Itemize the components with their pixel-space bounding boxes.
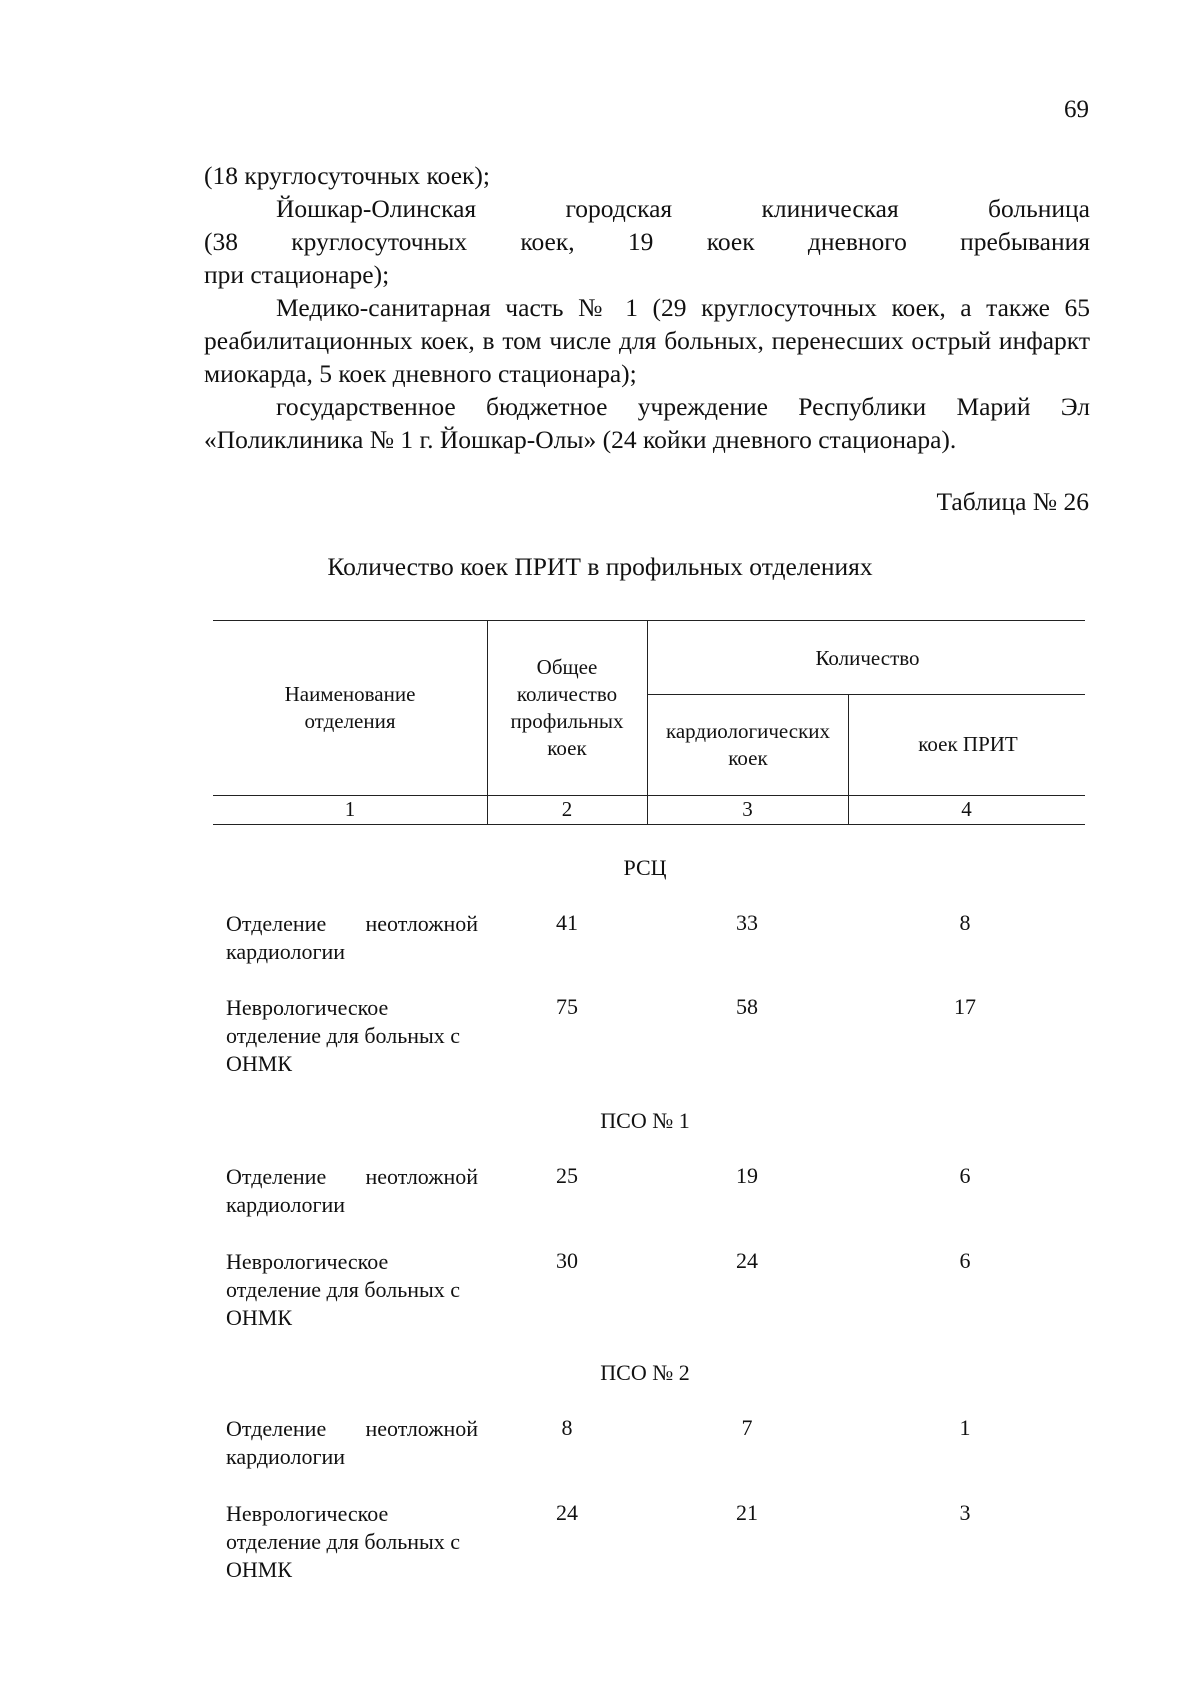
table-top-rule	[213, 620, 1085, 621]
cell-cardio: 19	[736, 1163, 758, 1188]
header-cardio: кардиологических коек	[665, 719, 831, 770]
cell-cardio: 24	[736, 1248, 758, 1273]
section-title: ПСО № 2	[600, 1360, 690, 1385]
cell-prit: 17	[954, 994, 976, 1019]
cell-prit: 3	[959, 1500, 971, 1525]
cell-total: 41	[556, 910, 578, 935]
page-number: 69	[1064, 96, 1089, 123]
column-number-2: 2	[561, 797, 573, 821]
row-name-text: Отделение неотложной кардиологии	[226, 1416, 478, 1469]
cell-prit: 6	[959, 1248, 971, 1273]
header-quantity: Количество	[815, 646, 920, 670]
row-name	[226, 1500, 478, 1584]
row-name	[226, 1415, 478, 1471]
row-name-text: Неврологическое отделение для больных с ОНМК	[226, 1249, 461, 1330]
cell-cardio: 21	[736, 1500, 758, 1525]
column-number-3: 3	[742, 797, 753, 821]
col-divider-2	[647, 620, 648, 824]
paragraph-3: Медико-санитарная часть № 1 (29 круглосуточных коек, а также 65 реабилитационных коек, в том числе для больных, перенесших острый инфаркт миокарда, 5 коек дневного стационара);	[204, 293, 1090, 388]
cell-total: 30	[556, 1248, 578, 1273]
cell-total: 24	[556, 1500, 578, 1525]
row-name-text: Неврологическое отделение для больных с ОНМК	[226, 1501, 461, 1582]
column-numbers-rule	[213, 824, 1085, 825]
row-name	[226, 1248, 478, 1332]
column-number-1: 1	[344, 797, 356, 821]
cell-cardio: 33	[736, 910, 758, 935]
header-total: Общее количество профильных коек	[510, 655, 624, 760]
header-split-rule	[648, 694, 1085, 695]
cell-total: 8	[561, 1415, 573, 1440]
cell-cardio: 7	[741, 1415, 753, 1440]
section-title: ПСО № 1	[600, 1108, 690, 1133]
cell-prit: 1	[959, 1415, 971, 1440]
row-name	[226, 910, 478, 966]
section-title: РСЦ	[623, 855, 667, 880]
row-name	[226, 1163, 478, 1219]
paragraph-1: (18 круглосуточных коек);	[204, 161, 490, 190]
cell-total: 75	[556, 994, 578, 1019]
cell-prit: 6	[959, 1163, 971, 1188]
row-name-text: Отделение неотложной кардиологии	[226, 911, 478, 964]
header-name: Наименование отделения	[284, 682, 416, 733]
row-name	[226, 994, 478, 1078]
row-name-text: Неврологическое отделение для больных с ОНМК	[226, 995, 461, 1076]
cell-cardio: 58	[736, 994, 758, 1019]
table-number: Таблица № 26	[936, 487, 1089, 516]
cell-prit: 8	[959, 910, 971, 935]
paragraph-2-line-2: (38 круглосуточных коек, 19 коек дневного пребывания	[204, 227, 1090, 256]
col-divider-1	[487, 620, 488, 824]
header-bottom-rule	[213, 795, 1085, 796]
table-title: Количество коек ПРИТ в профильных отделениях	[327, 552, 873, 581]
paragraph-2-line-1: Йошкар-Олинская городская клиническая больница	[276, 194, 1090, 223]
cell-total: 25	[556, 1163, 578, 1188]
paragraph-4: государственное бюджетное учреждение Республики Марий Эл «Поликлиника № 1 г. Йошкар-Олы» (24 койки дневного стационара).	[204, 392, 1090, 454]
header-prit: коек ПРИТ	[918, 732, 1018, 756]
row-name-text: Отделение неотложной кардиологии	[226, 1164, 478, 1217]
paragraph-2-line-3: при стационаре);	[204, 260, 390, 289]
column-number-4: 4	[961, 797, 972, 821]
